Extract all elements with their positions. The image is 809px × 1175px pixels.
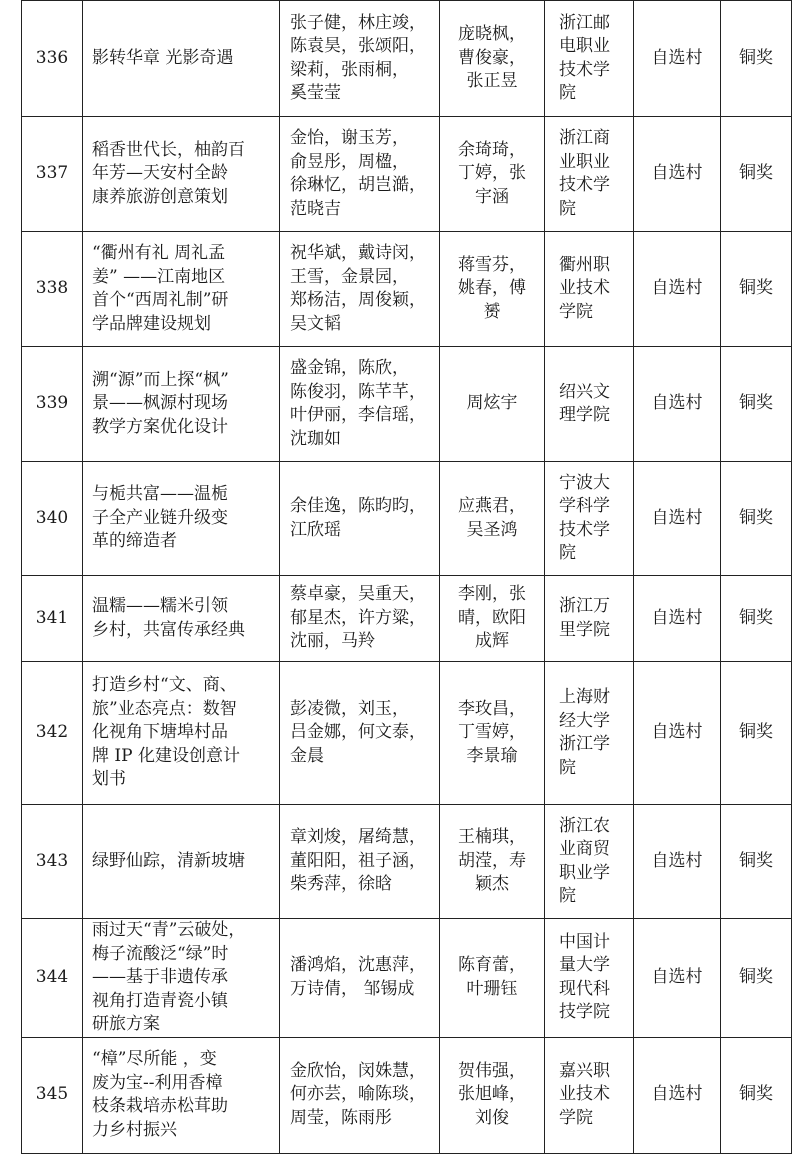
school-name-line: 中国计 [559,931,610,952]
project-title-line: 与栀共富——温栀 [92,484,228,505]
school-name-line: 经大学 [559,710,610,731]
team-members-line: 金晨 [290,745,324,766]
advisors-line: 应燕君， [458,496,526,516]
advisors-line: 颖杰 [475,874,509,895]
team-members-line: 梁莉，张雨桐， [290,59,409,80]
row-number: 343 [22,805,83,919]
advisors-line: 余琦琦， [458,139,526,160]
school-name-line: 量大学 [559,955,610,976]
team-members-line: 吕金娜，何文泰， [290,722,426,743]
project-title-line: 旅”业态亮点：数智 [92,698,237,719]
team-members-line: 周莹，陈雨彤 [290,1107,392,1128]
project-title-line: 康养旅游创意策划 [92,186,228,207]
team-members-line: 郑杨洁，周俊颖， [290,290,426,310]
team-members-line: 王雪，金景园， [290,266,409,287]
project-title-line: 景——枫源村现场 [92,393,228,414]
advisors-line: 李景瑜 [466,745,518,766]
advisors [440,117,545,232]
project-title [83,662,280,805]
school-name-line: 宁波大 [559,472,610,493]
school-name-line: 院 [559,198,576,219]
team-members-line: 沈丽，马羚 [290,631,375,652]
table-row [22,576,792,662]
school-name-line: 技术学 [559,175,610,195]
table-row [22,462,792,576]
advisors-line: 曹俊豪， [458,47,526,68]
project-title-line: 枝条栽培赤松茸助 [92,1096,228,1116]
team-members-line: 金欣怡，闵姝慧， [290,1060,426,1081]
advisors [440,576,545,662]
school-name [545,462,634,576]
team-members-line: 彭凌微，刘玉， [290,698,409,719]
advisors-line: 叶珊钰 [466,978,518,999]
school-name-line: 学院 [559,1107,593,1128]
school-name [545,347,634,462]
school-name-line: 浙江万 [559,596,610,616]
team-members-line: 董阳阳，祖子涵， [290,850,426,871]
school-name-line: 职业学 [559,862,610,883]
table-row [22,117,792,232]
team-members-line: 陈俊羽，陈芊芊， [290,381,426,402]
team-members-line: 沈珈如 [290,428,341,449]
team-members-line: 吴文韬 [290,313,341,334]
advisors [440,1037,545,1153]
school-name-line: 浙江学 [559,734,610,754]
project-title-line: 划书 [92,769,126,790]
advisors-line: 赟 [483,301,501,322]
project-title-line: 溯“源”而上探“枫” [92,369,229,390]
project-title-line: 打造乡村“文、商、 [92,675,237,696]
school-name-line: 浙江邮 [559,12,610,33]
row-number: 342 [22,662,83,805]
team-members-line: 蔡卓豪，吴重天， [290,584,426,605]
award: 铜奖 [721,1,792,117]
team-members [280,576,440,662]
award: 铜奖 [721,232,792,347]
team-members-line: 江欣瑶 [290,519,341,540]
team-members-line: 范晓吉 [290,198,341,219]
school-name-line: 业技术 [559,1084,610,1105]
team-members-line: 奚莹莹 [290,83,341,103]
school-name-line: 上海财 [559,687,610,707]
team-members-line: 万诗倩， 邹锡成 [290,978,415,999]
award: 铜奖 [721,462,792,576]
row-number: 344 [22,919,83,1038]
team-members-line: 何亦芸，喻陈琰， [290,1084,426,1105]
school-name-line: 院 [559,886,576,906]
school-name-line: 业技术 [559,278,610,299]
school-name [545,117,634,232]
team-members [280,1,440,117]
team-members-line: 柴秀萍，徐晗 [290,874,392,895]
project-title-line: 姜” ——江南地区 [92,266,226,287]
project-title-line: 牌 IP 化建设创意计 [92,745,240,766]
project-title-line: 子全产业链升级变 [92,507,228,528]
school-name-line: 现代科 [559,978,610,999]
project-title-line: 学品牌建设规划 [92,313,211,334]
advisors-line: 张旭峰， [458,1084,526,1105]
category: 自选村 [634,1,721,117]
advisors [440,919,545,1038]
advisors-line: 贺伟强， [458,1060,526,1081]
advisors [440,805,545,919]
project-title [83,1037,280,1153]
category: 自选村 [634,805,721,919]
table-row [22,662,792,805]
project-title-line: 绿野仙踪，清新坡塘 [92,850,245,871]
team-members [280,662,440,805]
advisors-line: 刘俊 [475,1107,509,1128]
school-name-line: 浙江商 [559,128,610,148]
project-title [83,1,280,117]
row-number: 336 [22,1,83,117]
project-title [83,232,280,347]
advisors-line: 丁婷，张 [458,163,526,184]
award: 铜奖 [721,662,792,805]
school-name-line: 浙江农 [559,815,610,836]
school-name-line: 业职业 [559,151,610,172]
school-name-line: 衢州职 [559,254,610,275]
project-title-line: 雨过天“青”云破处， [92,920,246,940]
award: 铜奖 [721,1037,792,1153]
team-members-line: 潘鸿焰，沈惠萍， [290,955,426,976]
school-name-line: 院 [559,543,576,563]
award: 铜奖 [721,347,792,462]
advisors-line: 陈育蕾， [458,955,526,976]
team-members [280,462,440,576]
row-number: 339 [22,347,83,462]
advisors-line: 蒋雪芬， [458,254,526,275]
team-members-line: 徐琳忆，胡岂澔， [290,175,426,195]
school-name-line: 技术学 [559,519,610,540]
school-name [545,232,634,347]
project-title [83,347,280,462]
project-title-line: 视角打造青瓷小镇 [92,990,228,1011]
project-title-line: 废为宝--利用香樟 [92,1072,223,1093]
project-title-line: ——基于非遗传承 [92,967,228,987]
school-name-line: 学院 [559,301,593,322]
team-members-line: 张子健，林庄竣， [290,12,426,33]
project-title-line: 化视角下塘埠村品 [92,722,228,743]
project-title [83,805,280,919]
project-title-line: 力乡村振兴 [92,1119,177,1140]
advisors-line: 张正昱 [466,71,518,92]
school-name-line: 绍兴文 [559,381,610,402]
advisors [440,662,545,805]
school-name [545,805,634,919]
table-row [22,919,792,1038]
school-name-line: 院 [559,83,576,103]
advisors-line: 成辉 [475,631,509,652]
project-title-line: 首个“西周礼制”研 [92,290,229,310]
school-name [545,662,634,805]
team-members-line: 章刘焌，屠绮慧， [290,827,426,848]
category: 自选村 [634,347,721,462]
school-name-line: 电职业 [559,36,610,56]
advisors-line: 李刚，张 [458,584,526,605]
project-title [83,462,280,576]
project-title-line: “衢州有礼 周礼孟 [92,243,226,263]
advisors-line: 宇涵 [475,186,509,207]
school-name [545,1037,634,1153]
advisors [440,462,545,576]
team-members-line: 叶伊丽，李信瑶， [290,405,426,425]
school-name-line: 技学院 [559,1002,610,1023]
school-name-line: 里学院 [559,619,610,640]
category: 自选村 [634,462,721,576]
project-title [83,919,280,1038]
school-name-line: 嘉兴职 [559,1060,610,1081]
award: 铜奖 [721,117,792,232]
advisors-line: 丁雪婷， [458,722,526,743]
project-title-line: 温糯——糯米引领 [92,596,228,616]
row-number: 345 [22,1037,83,1153]
advisors [440,347,545,462]
project-title-line: 年芳—天安村全龄 [92,163,228,184]
team-members [280,919,440,1038]
school-name-line: 技术学 [559,59,610,80]
project-title-line: 梅子流酸泛“绿”时 [92,943,229,964]
table-row [22,1037,792,1153]
category: 自选村 [634,576,721,662]
team-members-line: 余佳逸，陈昀昀， [290,496,426,516]
category: 自选村 [634,1037,721,1153]
row-number: 338 [22,232,83,347]
team-members-line: 陈袁昊，张颂阳， [290,36,426,56]
table-row [22,347,792,462]
team-members [280,347,440,462]
project-title-line: 影转华章 光影奇遇 [92,47,234,68]
team-members [280,1037,440,1153]
advisors-line: 庞晓枫， [458,24,526,45]
team-members-line: 金怡，谢玉芳， [290,128,409,148]
team-members [280,805,440,919]
school-name [545,1,634,117]
row-number: 340 [22,462,83,576]
category: 自选村 [634,662,721,805]
results-table [21,0,792,1154]
team-members-line: 俞昱彤，周楹， [290,151,409,172]
award: 铜奖 [721,576,792,662]
school-name [545,576,634,662]
advisors [440,1,545,117]
team-members [280,232,440,347]
advisors-line: 周炫宇 [466,393,518,414]
school-name [545,919,634,1038]
project-title-line: 革的缔造者 [92,531,177,552]
category: 自选村 [634,919,721,1038]
project-title-line: 稻香世代长，柚韵百 [92,139,245,160]
project-title-line: “樟”尽所能 ，变 [92,1049,217,1069]
table-row [22,232,792,347]
category: 自选村 [634,232,721,347]
project-title-line: 教学方案优化设计 [92,416,228,437]
school-name-line: 院 [559,757,576,778]
advisors-line: 王楠琪， [458,827,526,848]
advisors-line: 李玫昌， [458,698,526,719]
award: 铜奖 [721,919,792,1038]
advisors-line: 胡滢，寿 [458,850,526,871]
team-members-line: 盛金锦，陈欣， [290,358,409,378]
school-name-line: 理学院 [559,405,610,425]
project-title-line: 乡村，共富传承经典 [92,619,245,640]
team-members-line: 祝华斌，戴诗闵， [290,243,426,263]
category: 自选村 [634,117,721,232]
table-row [22,1,792,117]
project-title [83,576,280,662]
team-members [280,117,440,232]
project-title-line: 研旅方案 [92,1014,160,1034]
row-number: 341 [22,576,83,662]
award: 铜奖 [721,805,792,919]
table-row [22,805,792,919]
row-number: 337 [22,117,83,232]
advisors [440,232,545,347]
team-members-line: 郁星杰，许方粱， [290,607,426,628]
advisors-line: 吴圣鸿 [466,519,518,540]
school-name-line: 业商贸 [559,839,610,859]
school-name-line: 学科学 [559,496,610,516]
project-title [83,117,280,232]
advisors-line: 姚春，傅 [458,278,526,299]
advisors-line: 晴，欧阳 [458,607,526,628]
